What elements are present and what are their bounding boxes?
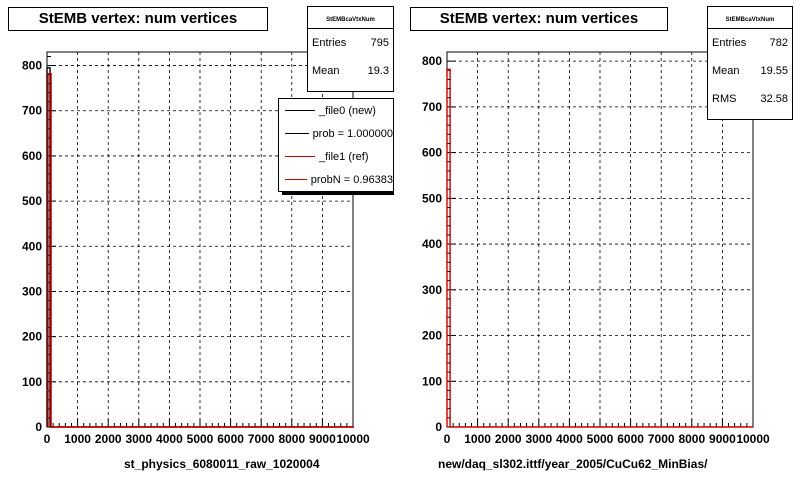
right-stats-entries-label: Entries <box>712 37 747 49</box>
right-y-tick-label: 600 <box>421 145 442 160</box>
left-x-tick-label: 4000 <box>156 432 183 446</box>
legend-line-prob <box>285 133 309 134</box>
left-x-tick-label: 0 <box>43 432 51 446</box>
right-x-tick-label: 2000 <box>494 432 522 446</box>
left-x-tick-label: 8000 <box>278 432 306 446</box>
left-x-tick-label: 9000 <box>309 432 336 446</box>
left-stats-name: StEMBcaVtxNum <box>308 7 393 29</box>
left-stats-entries-label: Entries <box>312 37 347 49</box>
left-y-tick-label: 0 <box>35 420 42 434</box>
legend-label-file1: _file1 (ref) <box>319 150 369 163</box>
right-x-tick-label: 8000 <box>678 432 706 446</box>
right-y-tick-label: 700 <box>421 99 442 114</box>
right-x-tick-label: 1000 <box>464 432 491 446</box>
left-y-tick-label: 300 <box>21 284 42 299</box>
right-x-tick-label: 7000 <box>647 432 675 446</box>
left-y-tick-label: 100 <box>21 374 42 389</box>
left-stats-mean-row <box>308 57 393 85</box>
right-y-tick-label: 300 <box>421 282 442 297</box>
left-legend <box>278 98 394 192</box>
right-x-tick-label: 0 <box>443 432 451 446</box>
left-y-tick-label: 200 <box>21 329 42 344</box>
right-y-tick-label: 400 <box>421 237 442 252</box>
left-chart-title: StEMB vertex: num vertices <box>8 7 268 31</box>
legend-label-file0: _file0 (new) <box>319 104 376 117</box>
right-stats-entries-row <box>708 29 792 57</box>
right-stats-mean-label: Mean <box>712 65 740 77</box>
right-x-tick-label: 10000 <box>736 432 770 446</box>
legend-line-file0 <box>285 110 315 111</box>
right-stats-box <box>707 6 793 120</box>
left-x-tick-label: 1000 <box>64 432 91 446</box>
left-x-tick-label: 3000 <box>125 432 153 446</box>
left-stats-mean-label: Mean <box>312 65 340 77</box>
left-x-tick-label: 6000 <box>217 432 244 446</box>
right-x-axis-label: new/daq_sl302.ittf/year_2005/CuCu62_MinBias/ <box>438 457 708 471</box>
right-y-tick-label: 100 <box>421 374 442 389</box>
left-y-tick-label: 400 <box>21 239 42 254</box>
right-stats-rms-row <box>708 85 792 113</box>
right-x-tick-label: 4000 <box>556 432 583 446</box>
legend-entry-file0 <box>279 99 393 122</box>
left-x-tick-label: 2000 <box>94 432 122 446</box>
right-stats-mean-value: 19.55 <box>760 65 788 77</box>
left-y-tick-label: 800 <box>21 58 42 73</box>
left-x-tick-label: 7000 <box>247 432 275 446</box>
right-y-tick-label: 500 <box>421 191 442 206</box>
right-x-tick-label: 5000 <box>586 432 614 446</box>
right-chart-title: StEMB vertex: num vertices <box>410 7 668 31</box>
left-stats-box <box>307 6 394 92</box>
legend-entry-probn <box>279 168 393 191</box>
left-x-axis-label: st_physics_6080011_raw_1020004 <box>124 457 320 471</box>
right-stats-rms-value: 32.58 <box>760 93 788 105</box>
left-x-tick-label: 5000 <box>186 432 214 446</box>
right-y-tick-label: 200 <box>421 328 442 343</box>
right-stats-rms-label: RMS <box>712 93 737 105</box>
legend-label-prob: prob = 1.000000 <box>312 127 393 140</box>
left-x-tick-label: 10000 <box>336 432 370 446</box>
right-stats-name: StEMBcaVtxNum <box>708 7 792 29</box>
left-y-tick-label: 500 <box>21 194 42 209</box>
legend-entry-prob <box>279 122 393 145</box>
legend-label-probn: probN = 0.96383 <box>310 173 393 186</box>
legend-line-probn <box>285 179 307 180</box>
right-y-tick-label: 800 <box>421 54 442 69</box>
right-x-tick-label: 6000 <box>617 432 644 446</box>
left-y-tick-label: 600 <box>21 148 42 163</box>
right-x-tick-label: 9000 <box>709 432 736 446</box>
left-y-tick-label: 700 <box>21 103 42 118</box>
right-y-tick-label: 0 <box>435 420 442 434</box>
legend-entry-file1 <box>279 145 393 168</box>
legend-line-file1 <box>285 156 315 157</box>
left-stats-entries-row <box>308 29 393 57</box>
left-stats-entries-value: 795 <box>370 37 389 49</box>
right-x-tick-label: 3000 <box>525 432 553 446</box>
right-stats-entries-value: 782 <box>769 37 788 49</box>
left-stats-mean-value: 19.3 <box>367 65 389 77</box>
right-stats-mean-row <box>708 57 792 85</box>
